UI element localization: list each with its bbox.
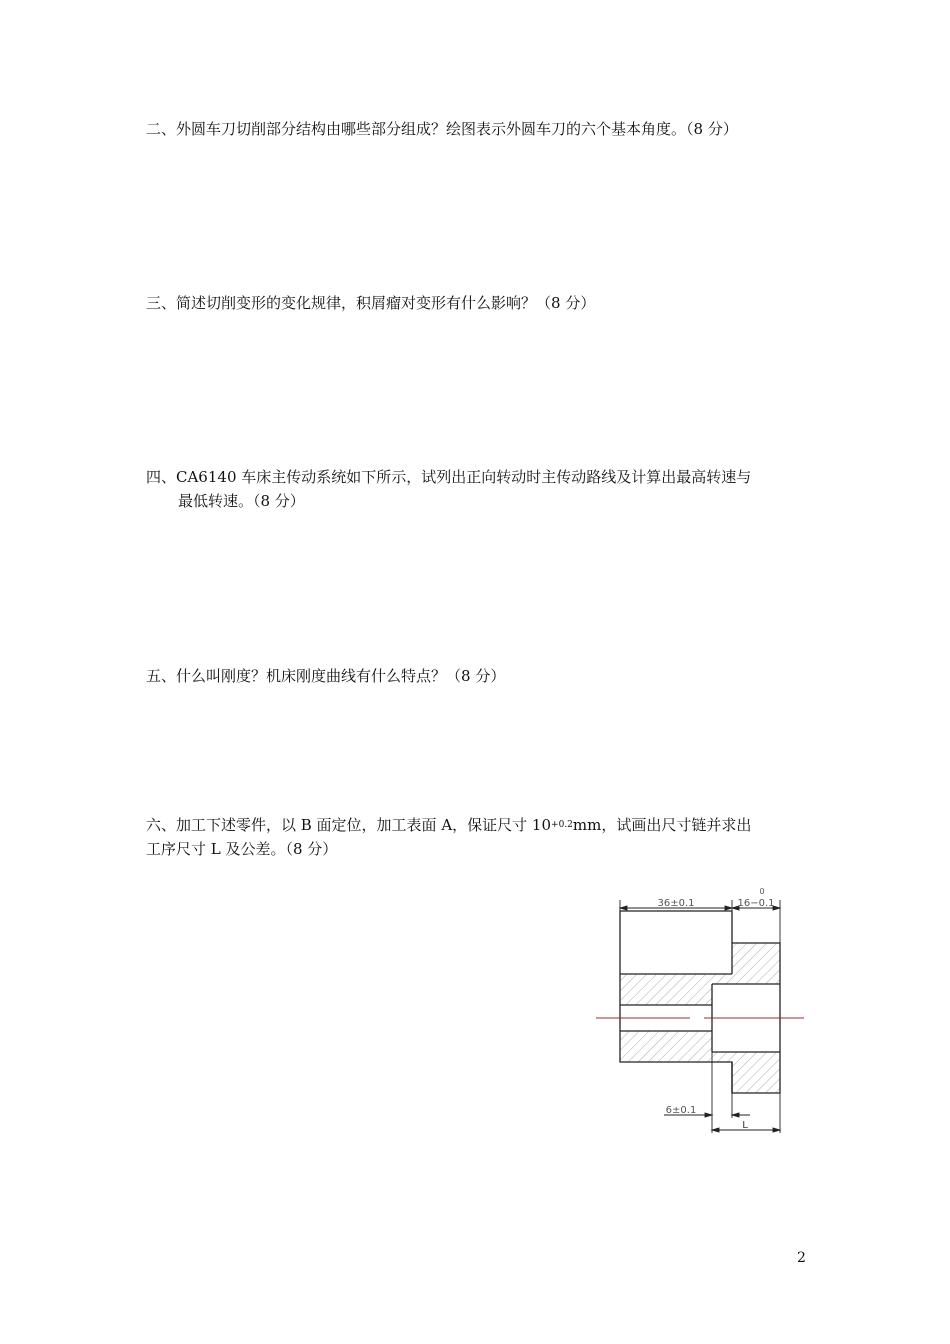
page-number: 2 <box>797 1250 806 1266</box>
question-3-text: 三、简述切削变形的变化规律，积屑瘤对变形有什么影响？（8 分） <box>146 294 596 312</box>
question-6-text-line2: 工序尺寸 L 及公差。（8 分） <box>146 840 338 858</box>
dimension-36-label: 36±0.1 <box>657 898 695 909</box>
question-4 <box>146 465 808 513</box>
question-6-text-pre: 六、加工下述零件，以 B 面定位，加工表面 A，保证尺寸 10 <box>146 816 552 834</box>
dimension-16-upper-deviation: 0 <box>759 887 765 896</box>
question-4-text-line1: 四、CA6140 车床主传动系统如下所示，试列出正向转动时主传动路线及计算出最高转速与 <box>146 468 752 486</box>
dimension-L-label: L <box>742 1120 748 1131</box>
question-3 <box>146 291 808 315</box>
question-5 <box>146 664 808 688</box>
question-5-text: 五、什么叫刚度？机床刚度曲线有什么特点？（8 分） <box>146 667 506 685</box>
dimension-6-label: 6±0.1 <box>665 1105 697 1116</box>
part-dimension-drawing <box>592 880 808 1140</box>
tolerance-superscript: +0.2 <box>551 820 573 830</box>
question-2 <box>146 117 808 141</box>
question-4-text-line2: 最低转速。（8 分） <box>178 492 305 510</box>
question-6-text-post: mm，试画出尺寸链并求出 <box>572 816 752 834</box>
dimension-16-label: 16−0.1 <box>737 898 775 909</box>
question-2-text: 二、外圆车刀切削部分结构由哪些部分组成？绘图表示外圆车刀的六个基本角度。（8 分） <box>146 120 738 138</box>
question-6 <box>146 813 808 861</box>
